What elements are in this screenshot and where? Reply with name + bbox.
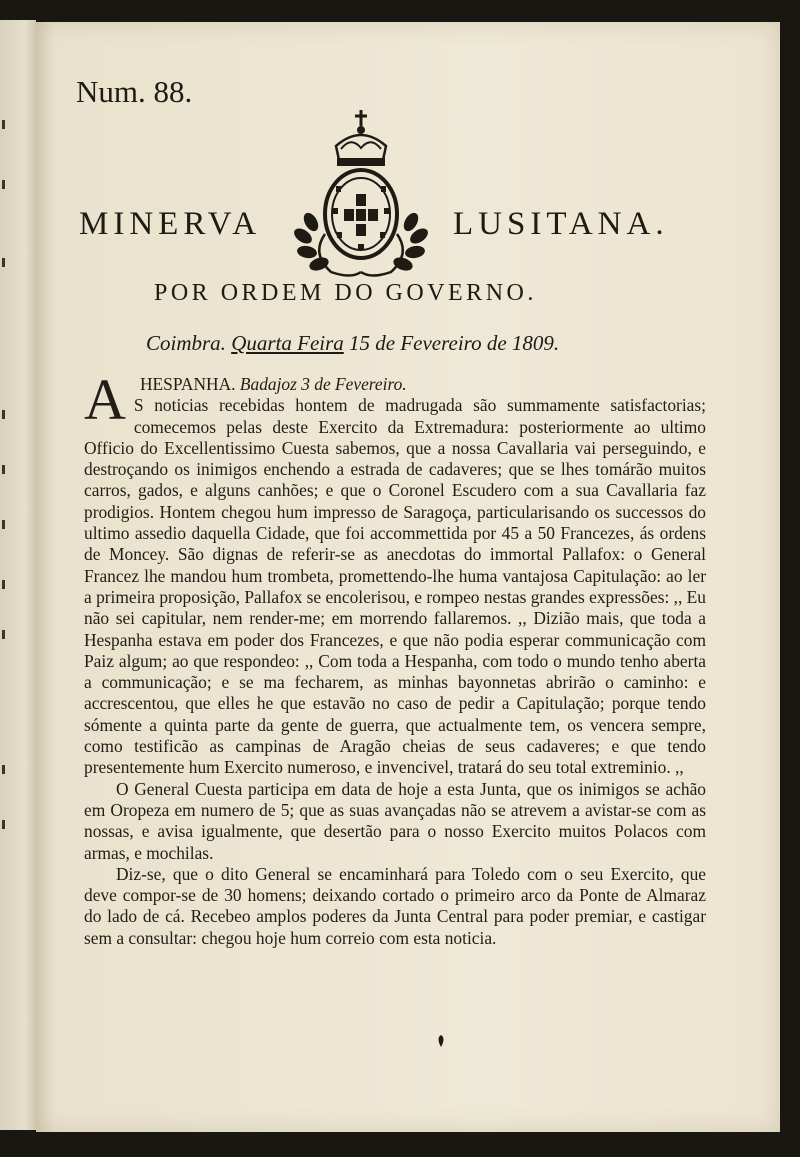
article-paragraph: O General Cuesta participa em data de hoje a esta Junta, que os inimigos se achão em Oropeza em numero de 5; que as suas avançadas não se atrevem a avistar-se com as nossas, e avisa igualmente, que desertão para o nosso Exercito muitos Polacos com armas, e mochilas. (84, 778, 706, 863)
newspaper-page (36, 22, 780, 1132)
masthead-subtitle: POR ORDEM DO GOVERNO. (154, 280, 537, 306)
dateline (146, 331, 559, 356)
previous-page-edge (0, 20, 36, 1130)
article-paragraph: S noticias recebidas hontem de madrugada são summamente satisfactorias; comecemos pelas deste Exercito da Extremadura: posteriormente ao ultimo Officio do Excellentissimo Cuesta sabemos, que a nossa Cavallaria vai perseguindo, e destroçando os inimigos enchendo a estrada de cadaveres; que se lhes tomárão muitos carros, gados, e alguns canhões; e que o Coronel Escudero com a sua Cavallaria faz prodigios. Hontem chegou hum impresso de Saragoça, particularisando os successos do ultimo assedio daquella Cidade, que foi accommettida por 45 a 50 Francezes, ás ordens de Moncey. São dignas de referir-se as anecdotas do immortal Pallafox: o General Francez lhe mandou hum trombeta, promettendo-lhe huma vantajosa Capitulação: ao ler a primeira proposição, Pallafox se encolerisou, e rompeo nestas grandes expressões: ,, Eu não sei capitular, nem render-me; em morrendo fallaremos. ,, Dizião mais, que toda a Hespanha estava em poder dos Francezes, e que não podia esperar communicação com Paiz algum; ao que respondeo: ,, Com toda a Hespanha, com todo o mundo tenho aberta a communicação; e se ma fecharem, as minhas bayonnetas abrirão o caminho: e accrescentou, que elles he que estavão no caso de pedir a Capitulação; porque tendo sómente a quinta parte da gente de guerra, que actualmente tem, os vencera sempre, como testificão as campinas de Aragão cheias de seus cadaveres; e que tendo presentemente hum Exercito numeroso, e invencivel, tratará do seu total extreminio. ,, (84, 395, 707, 778)
dateline-weekday: Quarta Feira (231, 331, 344, 355)
dateline-date: 15 de Fevereiro de 1809. (349, 331, 560, 355)
printer-ornament-icon (434, 1034, 448, 1048)
masthead-title-left: MINERVA (79, 206, 262, 242)
article-paragraph: Diz-se, que o dito General se encaminhará para Toledo com o seu Exercito, que deve compor-se de 30 homens; deixando cortado o primeiro arco da Ponte de Almaraz do lado de cá. Recebeo amplos poderes da Junta Central para poder premiar, e castigar sem a consultar: chegou hoje hum correio com esta noticia. (84, 863, 706, 948)
article-body (84, 367, 707, 949)
royal-arms-crest-icon (281, 104, 441, 284)
masthead-title-right: LUSITANA. (453, 206, 669, 242)
dateline-city: Coimbra. (146, 331, 226, 355)
article-heading (84, 374, 706, 395)
drop-cap: A (84, 367, 126, 432)
article-heading-country: HESPANHA. (140, 374, 236, 394)
issue-number: Num. 88. (76, 74, 193, 109)
article-heading-place: Badajoz 3 de Fevereiro. (239, 374, 407, 394)
